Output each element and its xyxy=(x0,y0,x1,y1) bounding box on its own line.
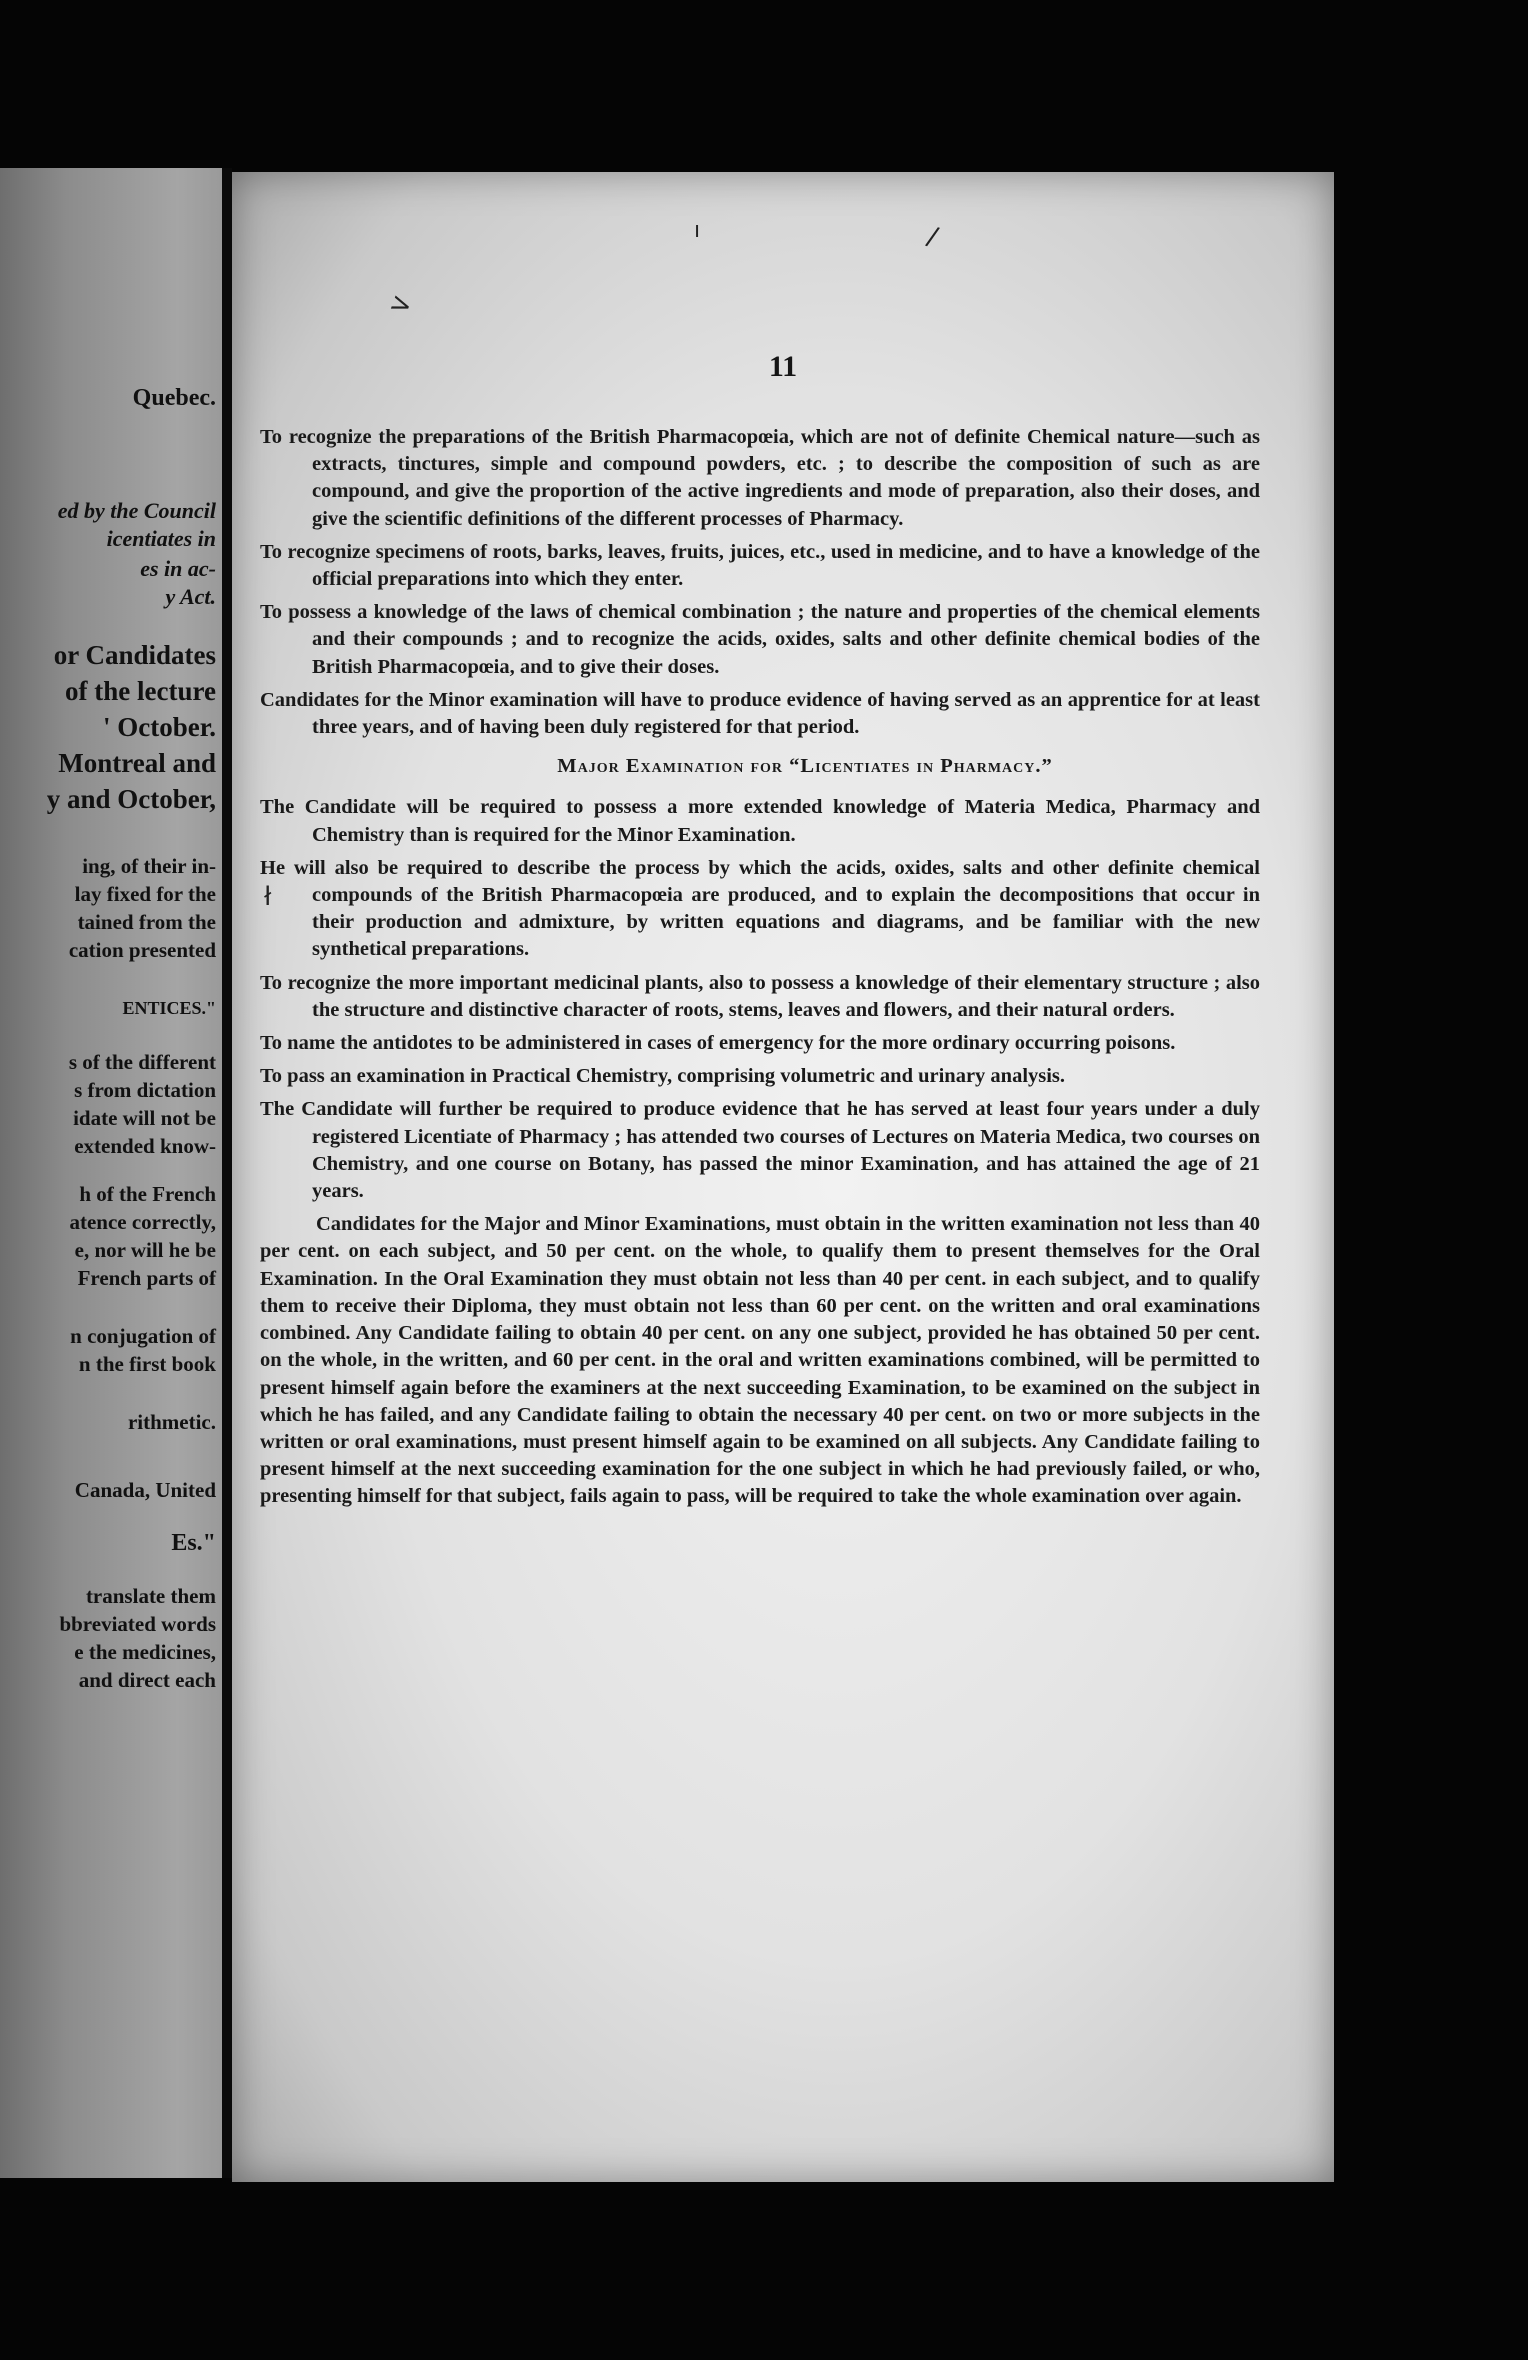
left-page-line: y and October, xyxy=(46,784,216,814)
pencil-mark: > xyxy=(385,287,417,323)
left-page-line: translate them xyxy=(85,1584,216,1608)
paragraph-major-practical: To pass an examination in Practical Chemistry, comprising volumetric and urinary analysis. xyxy=(260,1065,1066,1088)
left-page-line: icentiates in xyxy=(106,526,216,551)
pencil-mark: / xyxy=(923,221,942,253)
left-page-line: e, nor will he be xyxy=(74,1238,216,1262)
text-body xyxy=(260,424,1260,1517)
left-page-line: atence correctly, xyxy=(69,1210,216,1234)
paragraph-major-plants: To recognize the more important medicinal plants, also to possess a knowledge of their elementary structure ; also the structure and distinctive character of roots, stems, leaves and flowers, and their natural orders. xyxy=(260,971,1260,1021)
left-page-line: Montreal and xyxy=(58,748,216,778)
left-page-line: or Candidates xyxy=(53,640,216,670)
left-page-line: ' October. xyxy=(103,712,216,742)
paragraph-major-knowledge: The Candidate will be required to possess a more extended knowledge of Materia Medica, Pharmacy and Chemistry than is required for the Minor Examination. xyxy=(260,796,1260,846)
left-page-line: rithmetic. xyxy=(127,1410,216,1434)
left-page-line: bbreviated words xyxy=(59,1612,216,1636)
left-page-line: of the lecture xyxy=(65,676,216,706)
section-heading: Major Examination for “Licentiates in Pharmacy.” xyxy=(557,755,1053,778)
left-page-line: idate will not be xyxy=(73,1106,216,1130)
left-page-line: ed by the Council xyxy=(57,498,216,523)
left-page-line: e the medicines, xyxy=(74,1640,216,1664)
left-page-line: n conjugation of xyxy=(70,1324,216,1348)
paragraph-chemical-combination: To possess a knowledge of the laws of chemical combination ; the nature and properties of the chemical elements and their compounds ; and to recognize the acids, oxides, salts and other definite chemical bodies of the British Pharmacopœia, and to give their doses. xyxy=(260,601,1260,678)
left-page-line: s from dictation xyxy=(74,1078,216,1102)
paragraph-minor-candidates: Candidates for the Minor examination will have to produce evidence of having served as an apprentice for at least three years, and of having been duly registered for that period. xyxy=(260,688,1260,739)
left-page-fragment xyxy=(0,168,222,2178)
paragraph-major-evidence: The Candidate will further be required to produce evidence that he has served at least four years under a duly registered Licentiate of Pharmacy ; has attended two courses of Lectures on Materia Medica, two courses on Chemistry, and one course on Botany, has passed the minor Examination, and has attained the age of 21 years. xyxy=(260,1098,1260,1203)
left-page-line: h of the French xyxy=(79,1182,216,1206)
left-page-line: tained from the xyxy=(77,910,216,934)
left-page-line: Canada, United xyxy=(74,1478,216,1502)
page-number: 11 xyxy=(768,350,798,383)
left-page-line: s of the different xyxy=(68,1050,216,1074)
left-page-line: Es." xyxy=(171,1530,216,1556)
left-page-line: ing, of their in- xyxy=(82,854,216,878)
right-page xyxy=(232,172,1334,2182)
left-page-line: Quebec. xyxy=(132,385,216,411)
left-page-line: French parts of xyxy=(77,1266,216,1290)
left-page-line: lay fixed for the xyxy=(74,882,216,906)
left-page-line: and direct each xyxy=(78,1668,216,1692)
paragraph-specimens: To recognize specimens of roots, barks, leaves, fruits, juices, etc., used in medicine, and to have a knowledge of the official preparations into which they enter. xyxy=(260,540,1260,591)
paragraph-marks-requirements: Candidates for the Major and Minor Examinations, must obtain in the written examination not less than 40 per cent. on each subject, and 50 per cent. on the whole, to qualify them to present themselves for the Oral Examination. In the Oral Examination they must obtain not less than 40 per cent. in each subject, and to qualify them to receive their Diploma, they must obtain not less than 60 per cent. on the written and oral examinations combined. Any Candidate failing to obtain 40 per cent. on any one subject, provided he has obtained 50 per cent. on the whole, in the written, and 60 per cent. in the oral and written examinations combined, will be permitted to present himself again before the examiners at the next succeeding Examination, to be examined on the subject in which he has failed, and any Candidate failing to obtain the necessary 40 per cent. on two or more subjects in the written or oral examinations, must present himself again to be examined on all subjects. Any Candidate failing to present himself at the next succeeding examination for the one subject in which he had previously failed, or who, presenting himself for that subject, fails again to pass, will be required to take the whole examination over again. xyxy=(260,1213,1260,1508)
left-page-line: es in ac- xyxy=(140,556,216,581)
paragraph-major-process: He will also be required to describe the process by which the acids, oxides, salts and other definite chemical compounds of the British Pharmacopœia are produced, and to explain the decompositions that occur in their production and admixture, by written equations and diagrams, and be familiar with the new synthetical preparations. xyxy=(260,856,1260,961)
pencil-mark: ı xyxy=(694,218,701,243)
left-page-line: n the first book xyxy=(78,1352,216,1376)
left-page-line: extended know- xyxy=(74,1134,216,1158)
left-page-line: y Act. xyxy=(165,584,216,609)
paragraph-preparations: To recognize the preparations of the British Pharmacopœia, which are not of definite Chemical nature—such as extracts, tinctures, simple and compound powders, etc. ; to describe the composition of such as are compound, and give the proportion of the active ingredients and mode of preparation, also their doses, and give the scientific definitions of the different processes of Pharmacy. xyxy=(260,426,1260,530)
left-page-line: ENTICES." xyxy=(122,998,216,1018)
gutter-rule xyxy=(222,168,232,2178)
pencil-mark: ł xyxy=(264,882,272,912)
paragraph-major-antidotes: To name the antidotes to be administered in cases of emergency for the more ordinary occurring poisons. xyxy=(260,1032,1176,1055)
left-page-line: cation presented xyxy=(68,938,216,962)
